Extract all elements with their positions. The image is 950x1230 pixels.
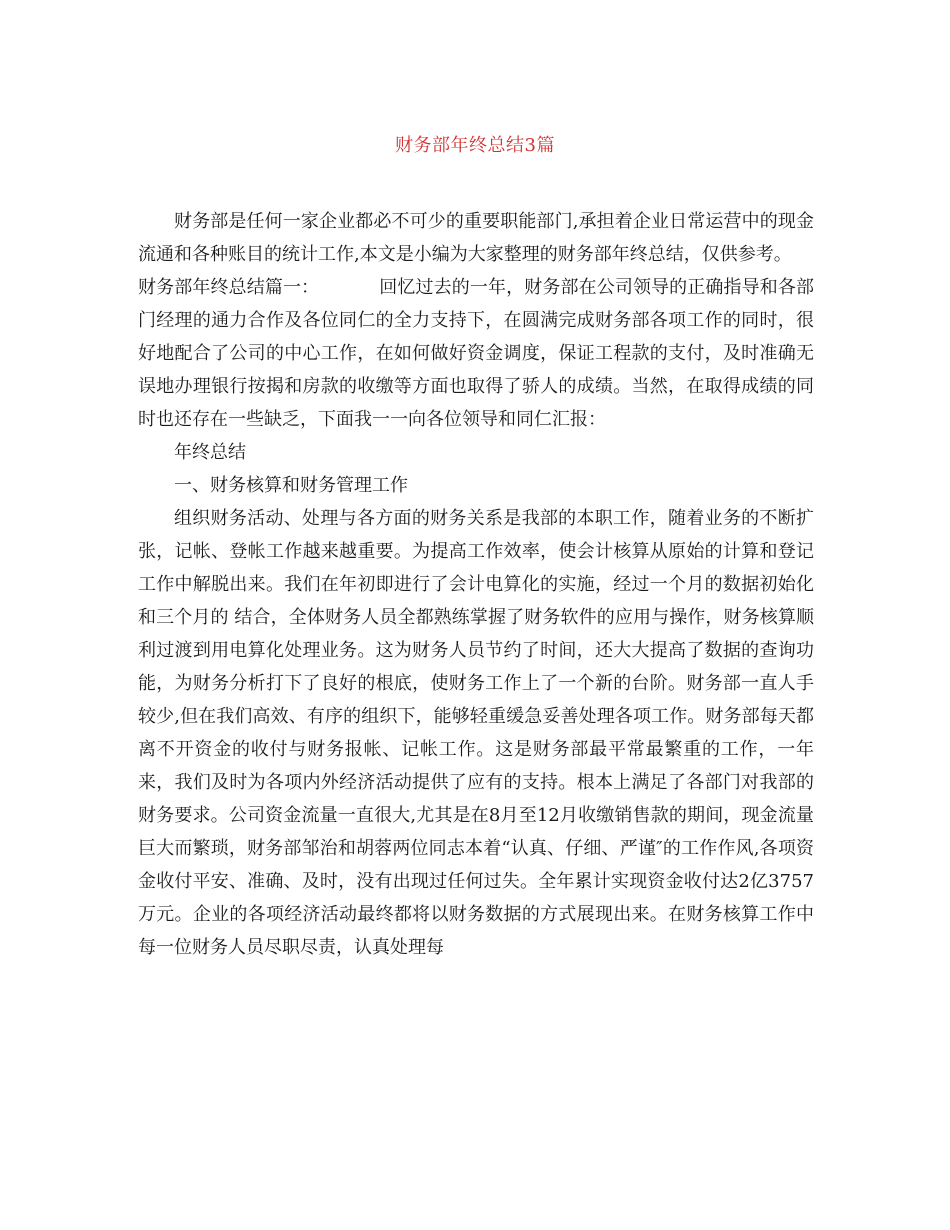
section-one-heading: 一、财务核算和财务管理工作: [174, 475, 408, 496]
summary-heading: 年终总结: [174, 442, 246, 463]
section-intro: 回忆过去的一年，财务部在公司领导的正确指导和各部门经理的通力合作及各位同仁的全力支持下，在圆满完成财务部各项工作的同时，很好地配合了公司的中心工作，在如何做好资金调度，保证工程款的支付，及时准确无误地办理银行按揭和房款的收缴等方面也取得了骄人的成绩。当然，在取得成绩的同时也还存在一些缺乏，下面我一一向各位领导和同仁汇报：: [138, 277, 815, 430]
intro-paragraph: 财务部是任何一家企业都必不可少的重要职能部门,承担着企业日常运营中的现金流通和各种账目的统计工作,本文是小编为大家整理的财务部年终总结，仅供参考。: [138, 211, 814, 265]
section-one-paragraph: 组织财务活动、处理与各方面的财务关系是我部的本职工作，随着业务的不断扩张，记帐、登帐工作越来越重要。为提高工作效率，使会计核算从原始的计算和登记工作中解脱出来。我们在年初即进行了会计电算化的实施，经过一个月的数据初始化和三个月的 结合，全体财务人员全都熟练掌握了财务软件的应用与操作，财务核算顺利过渡到用电算化处理业务。这为财务人员节约了时间，还大大提高了数据的查询功能，为财务分析打下了良好的根底，使财务工作上了一个新的台阶。财务部一直人手较少,但在我们高效、有序的组织下，能够轻重缓急妥善处理各项工作。财务部每天都离不开资金的收付与财务报帐、记帐工作。这是财务部最平常最繁重的工作，一年来，我们及时为各项内外经济活动提供了应有的支持。根本上满足了各部门对我部的财务要求。公司资金流量一直很大,尤其是在8月至12月收缴销售款的期间，现金流量巨大而繁琐，财务部邹治和胡蓉两位同志本着“认真、仔细、严谨″的工作作风,各项资金收付平安、准确、及时，没有出现过任何过失。全年累计实现资金收付达2亿3757万元。企业的各项经济活动最终都将以财务数据的方式展现出来。在财务核算工作中每一位财务人员尽职尽责，认真处理每: [138, 508, 814, 958]
document-body: [138, 205, 814, 964]
section-label: 财务部年终总结篇一：: [138, 277, 320, 298]
document-title: 财务部年终总结3篇: [395, 135, 555, 156]
section-paragraph: [138, 271, 814, 436]
